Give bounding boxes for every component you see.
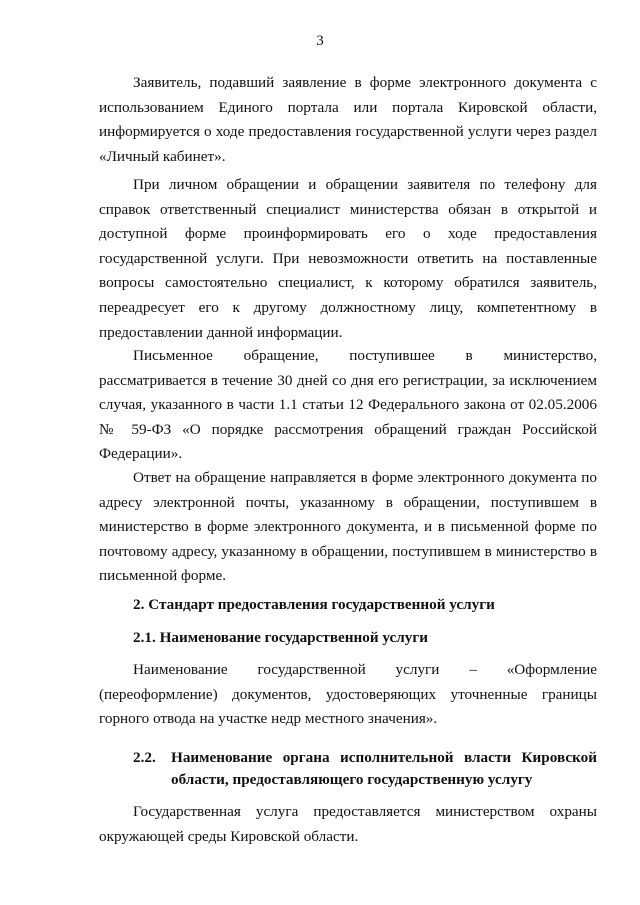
paragraph-response: Ответ на обращение направляется в форме электронного документа по адресу электронной почты, указанному в обращении, поступившем в министерство в форме электронного документа, и в письменной форме по почтовому адресу, указанному в обращении, поступившем в министерство в письменной форме. — [99, 469, 597, 585]
section-heading-2: 2. Стандарт предоставления государственной услуги — [133, 596, 495, 613]
section-heading-2-2-number: 2.2. — [133, 749, 156, 766]
paragraph-personal-appeal: При личном обращении и обращении заявителя по телефону для справок ответственный специалист министерства обязан в открытой и доступной форме проинформировать его о ходе предоставления государственной услуги. При невозможности ответить на поставленные вопросы самостоятельно специалист, к которому обратился заявитель, переадресует его к другому должностному лицу, компетентному в предоставлении данной информации. — [99, 176, 597, 341]
page-number: 3 — [316, 33, 324, 49]
paragraph-service-name: Наименование государственной услуги – «Оформление (переоформление) документов, удостоверяющих уточненные границы горного отвода на участке недр местного значения». — [99, 661, 597, 728]
paragraph-applicant-info: Заявитель, подавший заявление в форме электронного документа с использованием Единого портала или портала Кировской области, информируется о ходе предоставления государственной услуги через раздел «Личный кабинет». — [99, 74, 597, 165]
section-heading-2-1: 2.1. Наименование государственной услуги — [133, 629, 429, 646]
paragraph-written-appeal: Письменное обращение, поступившее в министерство, рассматривается в течение 30 дней со дня его регистрации, за исключением случая, указанного в части 1.1 статьи 12 Федерального закона от 02.05.2006 № 59-ФЗ «О порядке рассмотрения обращений граждан Российской Федерации». — [99, 347, 597, 463]
section-heading-2-2-text: Наименование органа исполнительной власти Кировской области, предоставляющего государственную услугу — [171, 749, 597, 788]
paragraph-service-provider: Государственная услуга предоставляется министерством охраны окружающей среды Кировской области. — [99, 803, 597, 845]
